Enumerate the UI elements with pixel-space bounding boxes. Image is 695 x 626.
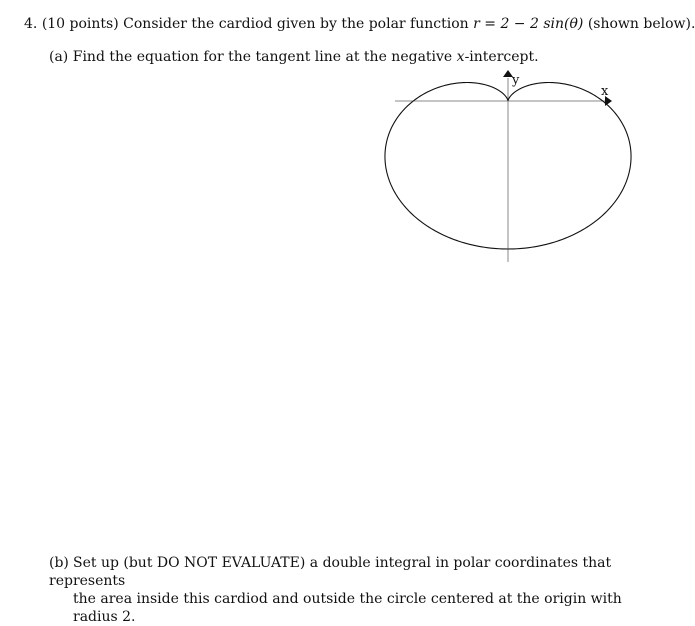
part-b-line-1: Set up (but DO NOT EVALUATE) a double integral in polar coordinates that represents (49, 555, 612, 589)
polar-equation: r = 2 − 2 sin(θ) (473, 16, 584, 32)
part-a-text: Find the equation for the tangent line at the negative (72, 49, 453, 65)
y-axis-label: y (512, 73, 520, 88)
part-b-line-2: the area inside this cardiod and outside the circle centered at the origin with radius 2. (73, 591, 622, 625)
part-a-variable: x (456, 49, 465, 65)
problem-points: (10 points) (41, 16, 119, 32)
part-a-label: (a) (49, 49, 69, 65)
x-axis-label: x (601, 84, 609, 99)
part-b-question (49, 554, 624, 626)
part-a-text-tail: -intercept. (464, 49, 539, 65)
problem-number: 4. (24, 16, 38, 32)
part-b-label: (b) (49, 555, 69, 571)
problem-intro-tail: (shown below). (587, 16, 695, 32)
problem-intro-text: Consider the cardiod given by the polar function (123, 16, 469, 32)
